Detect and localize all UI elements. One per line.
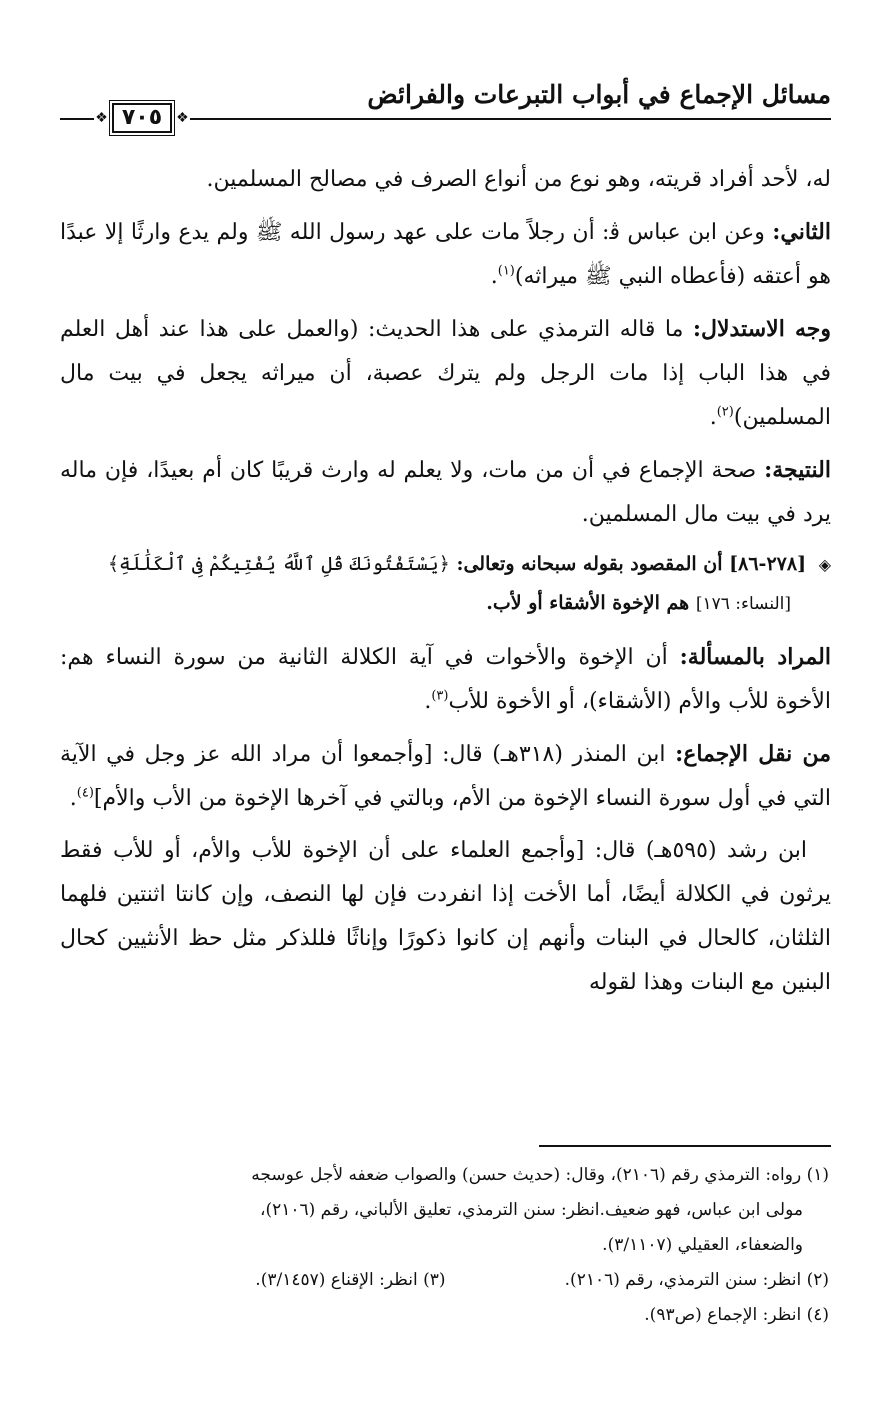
footnote-3: (٣) انظر: الإقناع (٣/١٤٥٧). [255, 1270, 446, 1290]
page-header [60, 66, 831, 136]
label-inference: وجه الاستدلال: [692, 316, 831, 342]
paragraph-3: وجه الاستدلال: ما قاله الترمذي على هذا الحديث: (والعمل على هذا عند أهل العلم في هذا الباب إذا مات الرجل ولم يترك عصبة، أن ميراثه يجعل في بيت مال المسلمين)$^{(٢)}$. [60, 316, 831, 430]
paragraph-4: النتيجة: صحة الإجماع في أن من مات، ولا يعلم له وارث قريبًا كان أم بعيدًا، فإن ماله يرد في بيت مال المسلمين. [60, 457, 831, 527]
paragraph-2: الثاني: وعن ابن عباس ﭬ: أن رجلاً مات على عهد رسول الله ﷺ ولم يدع وارثًا إلا عبدًا هو أعتقه (فأعطاه النبي ﷺ ميراثه)$^{(١)}$. [60, 219, 831, 289]
header-rule-left [60, 118, 94, 120]
paragraph-1: له، لأحد أفراد قريته، وهو نوع من أنواع الصرف في مصالح المسلمين. [206, 167, 831, 192]
issue-conclusion: هم الإخوة الأشقاء أو لأب. [486, 592, 690, 614]
footnote-ref-1: (١) [497, 263, 515, 279]
page-number-frame [96, 100, 188, 136]
header-rule [190, 118, 831, 120]
diamond-bullet-icon: ◈ [818, 555, 831, 574]
paragraph-6: من نقل الإجماع: ابن المنذر (٣١٨هـ) قال: [وأجمعوا أن مراد الله عز وجل في الآية التي في أول سورة النساء الإخوة من الأم، وبالتي في آخرها الإخوة من الأب والأم]$^{(٤)}$. [60, 741, 831, 811]
ornament-left-icon: ❖ [95, 110, 108, 126]
ornament-right-icon: ❖ [176, 110, 189, 126]
paragraph-5: المراد بالمسألة: أن الإخوة والأخوات في آية الكلالة الثانية من سورة النساء هم: الأخوة للأب والأم (الأشقاء)، أو الأخوة للأب$^{(٣)}$. [60, 644, 831, 714]
footnote-1: (١) رواه: الترمذي رقم (٢١٠٦)، وقال: (حديث حسن) والصواب ضعفه لأجل عوسجه مولى ابن عباس، فهو ضعيف.انظر: سنن الترمذي، تعليق الألباني، رقم (٢١٠٦)، والضعفاء، العقيلي (٣/١١٠٧). [251, 1165, 829, 1255]
label-result: النتيجة: [764, 457, 831, 483]
paragraph-7: ابن رشد (٥٩٥هـ) قال: [وأجمع العلماء على أن الإخوة للأب والأم، أو للأب فقط يرثون في الكلالة أيضًا، أما الأخت إذا انفردت فإن لها النصف، وإن كانتا اثنتين فلهما الثلثان، كالحال في البنات وأنهم إن كانوا ذكورًا وإناثًا فللذكر مثل حظ الأنثيين كحال البنين مع البنات وهذا لقوله [60, 838, 831, 995]
footnote-ref-2: (٢) [716, 404, 734, 420]
running-title: مسائل الإجماع في أبواب التبرعات والفرائض [367, 80, 831, 109]
quran-verse: ﴿يَسْتَفْتُونَكَ قُلِ ٱللَّهُ يُفْتِيكُمْ فِى ٱلْكَلَٰلَةِ﴾ [107, 553, 450, 575]
issue-intro: أن المقصود بقوله سبحانه وتعالى: [456, 553, 723, 575]
main-text [60, 158, 831, 1013]
footnote-ref-4: (٤) [76, 785, 94, 801]
label-meaning: المراد بالمسألة: [679, 644, 831, 670]
issue-heading [60, 545, 831, 623]
footnote-ref-3: (٣) [431, 688, 449, 704]
page-number: ٧٠٥ [112, 103, 172, 133]
footnote-2: (٢) انظر: سنن الترمذي، رقم (٢١٠٦). [564, 1270, 829, 1290]
footnotes [62, 1158, 829, 1333]
verse-reference: [النساء: ١٧٦] [695, 594, 791, 614]
label-second: الثاني: [772, 219, 831, 245]
footnote-4: (٤) انظر: الإجماع (ص٩٣). [644, 1305, 829, 1325]
footnote-rule [539, 1145, 831, 1147]
label-consensus: من نقل الإجماع: [675, 741, 831, 767]
footnote-row-2-3 [62, 1263, 829, 1298]
issue-number: [٢٧٨-٨٦] [729, 553, 807, 575]
